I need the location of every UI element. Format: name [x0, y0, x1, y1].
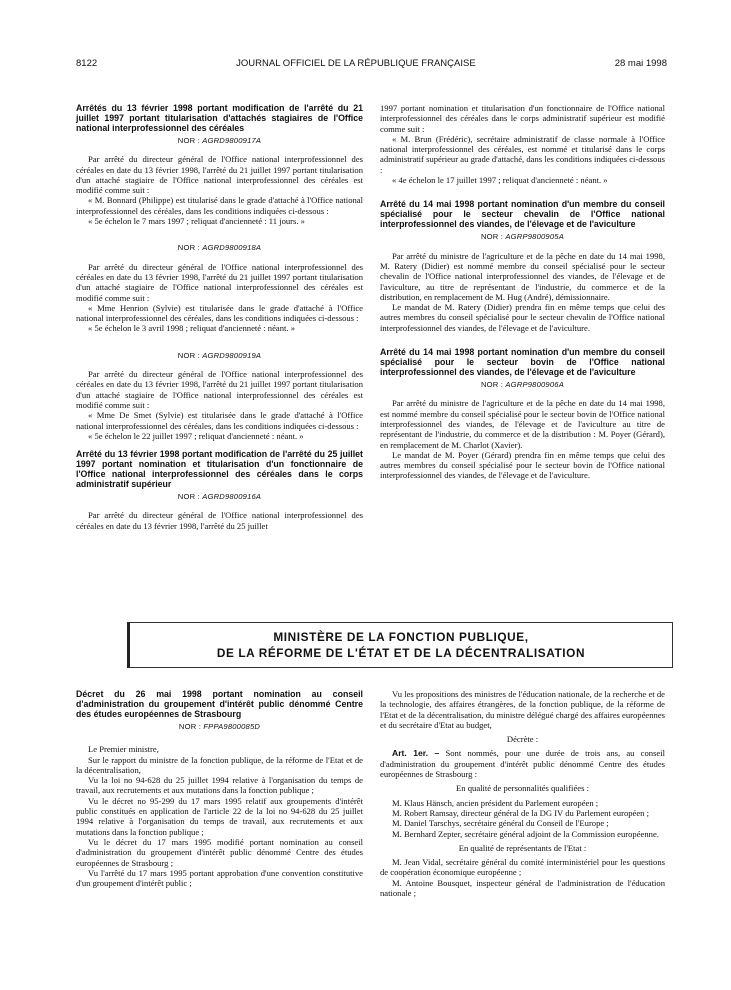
paragraph: Par arrêté du ministre de l'agriculture et de la pêche en date du 14 mai 1998, est nommé membre du conseil spécialisé pour le secteur bovin de l'Office national interprofessionnel des viandes, de l'élevage et de l'aviculture au titre de représentant de l'industrie, du commerce et de la distribution : M. Poyer (Gérard), en remplacement de M. Charlot (Xavier). [380, 398, 665, 450]
paragraph: Vu le décret du 17 mars 1995 modifié portant nomination au conseil d'administration du groupement d'intérêt public dénommé Centre des études européennes de Strasbourg ; [76, 836, 363, 868]
paragraph: 1997 portant nomination et titularisation d'un fonctionnaire de l'Office national interprofessionnel des céréales dans le corps administratif supérieur est modifié comme suit : [380, 103, 665, 134]
paragraph: « Mme De Smet (Sylvie) est titularisée dans le grade d'attaché à l'Office national interprofessionnel des céréales, dans les conditions indiquées ci-dessous : [76, 410, 363, 431]
nor-reference: NOR : AGRD9800918A [177, 243, 262, 253]
paragraph: Le Premier ministre, [88, 744, 159, 755]
nor-reference: NOR : AGRP9800905A [481, 232, 564, 242]
paragraph: Par arrêté du ministre de l'agriculture et de la pêche en date du 14 mai 1998, M. Ratery (Didier) est nommé membre du conseil spécialisé pour le secteur chevalin de l'Office national interprofessionnel des viandes, de l'élevage et de l'aviculture, au titre de représentant de l'industrie, du commerce et de la distribution, en remplacement de M. Hug (André), démissionnaire. [380, 250, 665, 302]
paragraph: Vu la loi no 94-628 du 25 juillet 1994 relative à l'organisation du temps de travail, aux recrutements et aux mutations dans la fonction publique ; [76, 775, 363, 796]
subheading: En qualité de personnalités qualifiées : [456, 783, 589, 794]
page-header [76, 56, 667, 70]
paragraph: Par arrêté du directeur général de l'Office national interprofessionnel des céréales en date du 13 février 1998, l'arrêté du 21 juillet 1997 portant titularisation d'un attaché stagiaire de l'Office national interprofessionnel des céréales est modifié comme suit : [76, 154, 363, 196]
paragraph: « 5e échelon le 7 mars 1997 ; reliquat d'ancienneté : 11 jours. » [88, 216, 305, 227]
article-1: Art. 1er. – Sont nommés, pour une durée de trois ans, au conseil d'administration du groupement d'intérêt public dénommé Centre des études européennes de Strasbourg : [380, 748, 665, 780]
right-column-upper [380, 103, 665, 481]
paragraph: Par arrêté du directeur général de l'Office national interprofessionnel des céréales en date du 13 février 1998, l'arrêté du 25 juillet [76, 510, 363, 531]
article-title: Arrêté du 14 mai 1998 portant nomination d'un membre du conseil spécialisé pour le secteur bovin de l'Office national interprofessionnel des viandes, de l'élevage et de l'aviculture [380, 347, 665, 378]
nor-reference: NOR : FPPA9800085D [178, 722, 261, 731]
article-title: Arrêtés du 13 février 1998 portant modification de l'arrêté du 21 juillet 1997 portant titularisation d'attachés stagiaires de l'Office national interprofessionnel des céréales [76, 103, 363, 133]
paragraph: Par arrêté du directeur général de l'Office national interprofessionnel des céréales en date du 13 février 1998, l'arrêté du 21 juillet 1997 portant titularisation d'un attaché stagiaire de l'Office national interprofessionnel des céréales est modifié comme suit : [76, 261, 363, 303]
paragraph: « Mme Henrion (Sylvie) est titularisée dans le grade d'attaché à l'Office national interprofessionnel des céréales, dans les conditions indiquées ci-dessous : [76, 302, 363, 324]
issue-date: 28 mai 1998 [614, 57, 667, 69]
ministry-banner [127, 622, 673, 668]
left-column-lower [76, 689, 363, 888]
paragraph: « 5e échelon le 22 juillet 1997 ; reliquat d'ancienneté : néant. » [88, 430, 304, 441]
journal-title: JOURNAL OFFICIEL DE LA RÉPUBLIQUE FRANÇAISE [236, 57, 476, 69]
paragraph: Le mandat de M. Ratery (Didier) prendra fin en même temps que celui des autres membres du conseil spécialisé pour le secteur chevalin de l'Office national interprofessionnel des viandes, de l'élevage et de l'aviculture. [380, 302, 665, 333]
list-item: M. Bernhard Zepter, secrétaire général adjoint de la Commission européenne. [392, 828, 659, 839]
paragraph: « 4e échelon le 17 juillet 1997 ; reliquat d'ancienneté : néant. » [392, 175, 608, 186]
paragraph: « M. Brun (Frédéric), secrétaire administratif de classe normale à l'Office national interprofessionnel des céréales, est nommé et titularisé dans le corps administratif supérieur au grade d'attaché, dans les conditions indiquées ci-dessous : [380, 133, 665, 175]
paragraph: Vu le décret no 95-299 du 17 mars 1995 relatif aux groupements d'intérêt public constitués en application de l'article 22 de la loi no 94-628 du 25 juillet 1994 relative à l'organisation du temps de travail, aux recrutements et aux mutations dans la fonction publique ; [76, 795, 363, 837]
paragraph: Vu l'arrêté du 17 mars 1995 portant approbation d'une convention constitutive d'un groupement d'intérêt public ; [76, 867, 363, 889]
right-column-lower [380, 689, 665, 898]
list-item: M. Robert Ramsay, directeur général de la DG IV du Parlement européen ; [392, 807, 650, 818]
ministry-line-1: MINISTÈRE DE LA FONCTION PUBLIQUE, [273, 630, 529, 644]
subheading: En qualité de représentants de l'Etat : [458, 842, 587, 853]
article-title: Arrêté du 13 février 1998 portant modification de l'arrêté du 25 juillet 1997 portant nomination et titularisation d'un fonctionnaire de l'Office national interprofessionnel des céréales dans le corps administratif supérieur [76, 449, 363, 490]
page-number: 8122 [76, 57, 98, 69]
nor-reference: NOR : AGRD9800919A [177, 350, 262, 360]
list-item: M. Jean Vidal, secrétaire général du comité interministériel pour les questions de coopération économique européenne ; [380, 857, 665, 878]
left-column-upper [76, 103, 363, 531]
nor-reference: NOR : AGRD9800916A [177, 492, 262, 502]
article-title: Arrêté du 14 mai 1998 portant nomination d'un membre du conseil spécialisé pour le secteur chevalin de l'Office national interprofessionnel des viandes, de l'élevage et de l'aviculture [380, 199, 665, 230]
ministry-line-2: DE LA RÉFORME DE L'ÉTAT ET DE LA DÉCENTRALISATION [216, 646, 586, 660]
nor-reference: NOR : AGRD9800917A [177, 136, 262, 145]
nor-reference: NOR : AGRP9800906A [481, 380, 564, 390]
list-item: M. Daniel Tarschys, secrétaire général du Conseil de l'Europe ; [392, 818, 609, 829]
list-item: M. Klaus Hänsch, ancien président du Parlement européen ; [392, 797, 599, 808]
paragraph: « 5e échelon le 3 avril 1998 ; reliquat d'ancienneté : néant. » [88, 323, 296, 334]
paragraph: « M. Bonnard (Philippe) est titularisé dans le grade d'attaché à l'Office national interprofessionnel des céréales, dans les conditions indiquées ci-dessous : [76, 195, 363, 216]
decree-title: Décret du 26 mai 1998 portant nomination au conseil d'administration du groupement d'intérêt public dénommé Centre des études européennes de Strasbourg [76, 689, 363, 719]
paragraph: Vu les propositions des ministres de l'éducation nationale, de la recherche et de la technologie, des affaires étrangères, de la fonction publique, de la réforme de l'Etat et de la décentralisation, du ministre délégué chargé des affaires européennes et du secrétaire d'Etat au budget, [380, 689, 665, 730]
paragraph: Par arrêté du directeur général de l'Office national interprofessionnel des céréales en date du 13 février 1998, l'arrêté du 21 juillet 1997 portant titularisation d'un attaché stagiaire de l'Office national interprofessionnel des céréales est modifié comme suit : [76, 369, 363, 410]
paragraph: Sur le rapport du ministre de la fonction publique, de la réforme de l'Etat et de la décentralisation, [76, 754, 363, 775]
paragraph: Le mandat de M. Poyer (Gérard) prendra fin en même temps que celui des autres membres du conseil spécialisé pour le secteur bovin de l'Office national interprofessionnel des viandes, de l'élevage et de l'aviculture. [380, 449, 665, 481]
list-item: M. Antoine Bousquet, inspecteur général de l'administration de l'éducation nationale ; [380, 877, 665, 899]
decrete-heading: Décrète : [506, 734, 539, 745]
article-label: Art. 1er. – [392, 748, 440, 759]
